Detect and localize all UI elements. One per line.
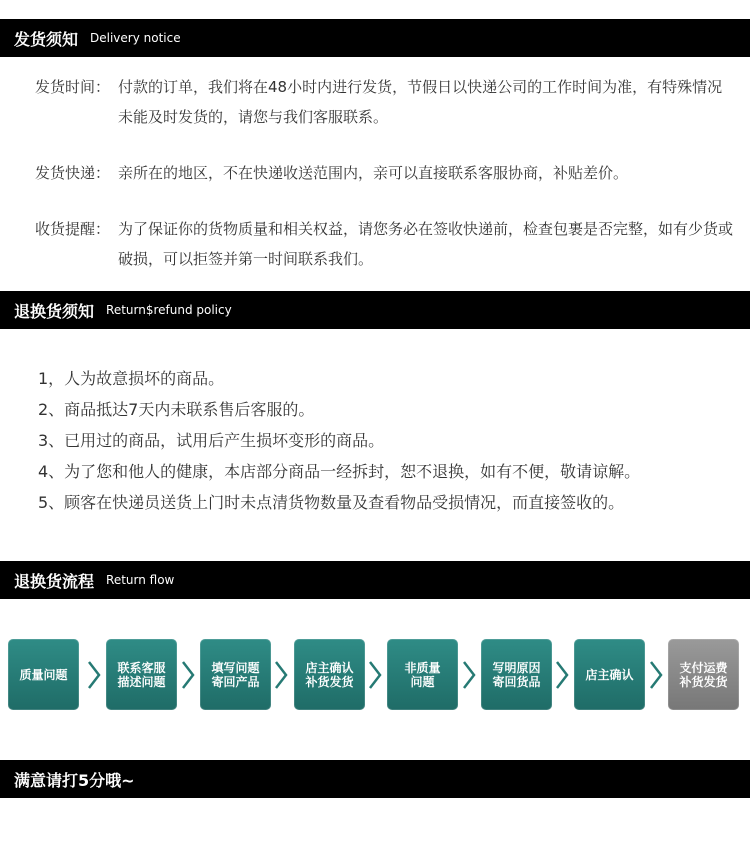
delivery-item-label: 发货快递： bbox=[35, 164, 111, 182]
delivery-item-label: 收货提醒： bbox=[35, 220, 111, 238]
refund-subtitle: Return$refund policy bbox=[106, 303, 232, 317]
flow-step-label: 店主确认 补货发货 bbox=[305, 660, 354, 689]
chevron-right-icon bbox=[648, 660, 664, 690]
policy-item: 2、商品抵达7天内未联系售后客服的。 bbox=[38, 400, 315, 419]
policy-item: 1，人为故意损坏的商品。 bbox=[38, 369, 225, 388]
delivery-subtitle: Delivery notice bbox=[90, 31, 181, 45]
flow-subtitle: Return flow bbox=[106, 573, 175, 587]
refund-header bbox=[0, 291, 750, 329]
refund-policy-list bbox=[38, 363, 640, 518]
chevron-right-icon bbox=[180, 660, 196, 690]
flow-step-label: 联系客服 描述问题 bbox=[117, 660, 166, 689]
chevron-right-icon bbox=[461, 660, 477, 690]
flow-step bbox=[574, 639, 645, 710]
chevron-right-icon bbox=[273, 660, 289, 690]
flow-step bbox=[106, 639, 177, 710]
chevron-right-icon bbox=[86, 660, 102, 690]
flow-step bbox=[294, 639, 365, 710]
flow-step-final bbox=[668, 639, 739, 710]
delivery-item-text: 亲所在的地区，不在快递收送范围内，亲可以直接联系客服协商，补贴差价。 bbox=[118, 164, 629, 182]
refund-title: 退换货须知 bbox=[14, 301, 95, 321]
flow-step-label: 店主确认 bbox=[585, 667, 634, 682]
rating-footer bbox=[0, 760, 750, 798]
flow-step bbox=[481, 639, 552, 710]
flow-title: 退换货流程 bbox=[14, 571, 95, 591]
delivery-header bbox=[0, 19, 750, 57]
delivery-notice bbox=[35, 72, 735, 274]
policy-item: 3、已用过的商品，试用后产生损坏变形的商品。 bbox=[38, 431, 385, 450]
flow-header bbox=[0, 561, 750, 599]
delivery-item-label: 发货时间： bbox=[35, 78, 111, 96]
policy-item: 5、顾客在快递员送货上门时未点清货物数量及查看物品受损情况，而直接签收的。 bbox=[38, 493, 625, 512]
chevron-right-icon bbox=[554, 660, 570, 690]
flow-step-label: 支付运费 补货发货 bbox=[679, 660, 728, 689]
delivery-item bbox=[35, 72, 735, 132]
flow-step-label: 质量问题 bbox=[19, 667, 68, 682]
flow-step bbox=[387, 639, 458, 710]
return-flow bbox=[8, 639, 743, 710]
flow-step-label: 写明原因 寄回货品 bbox=[492, 660, 541, 689]
delivery-item bbox=[35, 214, 735, 274]
flow-step bbox=[8, 639, 79, 710]
flow-step bbox=[200, 639, 271, 710]
policy-item: 4、为了您和他人的健康，本店部分商品一经拆封，恕不退换，如有不便，敬请谅解。 bbox=[38, 462, 641, 481]
chevron-right-icon bbox=[367, 660, 383, 690]
flow-step-label: 非质量 问题 bbox=[404, 660, 441, 689]
delivery-item-text: 付款的订单，我们将在48小时内进行发货，节假日以快递公司的工作时间为准，有特殊情况未能及时发货的，请您与我们客服联系。 bbox=[118, 78, 723, 126]
delivery-item bbox=[35, 158, 735, 188]
rating-message: 满意请打5分哦~ bbox=[14, 770, 135, 790]
delivery-title: 发货须知 bbox=[14, 29, 79, 49]
flow-step-label: 填写问题 寄回产品 bbox=[211, 660, 260, 689]
delivery-item-text: 为了保证你的货物质量和相关权益，请您务必在签收快递前，检查包裹是否完整，如有少货或破损，可以拒签并第一时间联系我们。 bbox=[118, 220, 734, 268]
